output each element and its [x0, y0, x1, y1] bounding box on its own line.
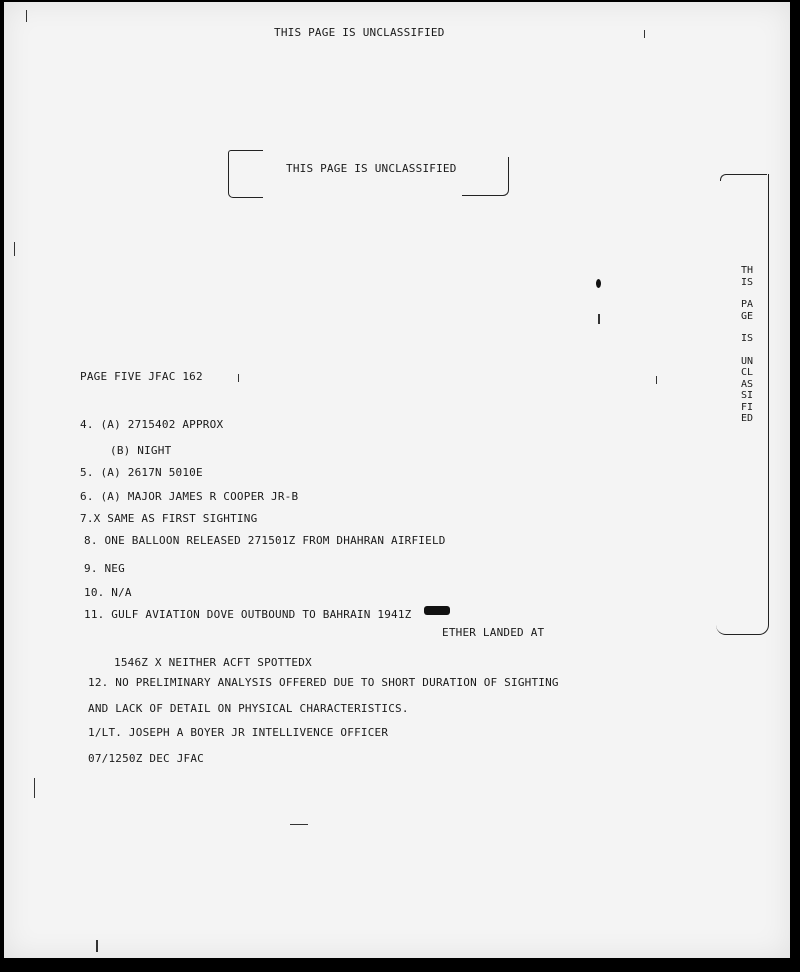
report-line: 1546Z X NEITHER ACFT SPOTTEDX	[114, 656, 312, 669]
side-stamp-word: UNCLASSIFIED	[740, 355, 754, 424]
report-line: 12. NO PRELIMINARY ANALYSIS OFFERED DUE TO SHORT DURATION OF SIGHTING	[88, 676, 559, 689]
stamp-bracket-left	[228, 150, 263, 198]
scan-speck	[290, 824, 308, 825]
report-line: 5. (A) 2617N 5010E	[80, 466, 203, 479]
scan-speck	[238, 374, 239, 382]
report-line: AND LACK OF DETAIL ON PHYSICAL CHARACTERISTICS.	[88, 702, 409, 715]
report-line: ETHER LANDED AT	[442, 626, 545, 639]
page-title: PAGE FIVE JFAC 162	[80, 370, 203, 383]
report-line: 11. GULF AVIATION DOVE OUTBOUND TO BAHRAIN 1941Z	[84, 608, 412, 621]
report-line: 10. N/A	[84, 586, 132, 599]
report-line: 07/1250Z DEC JFAC	[88, 752, 204, 765]
side-classification-stamp	[740, 242, 754, 436]
report-line: 9. NEG	[84, 562, 125, 575]
scan-speck	[656, 376, 657, 384]
page-header: THIS PAGE IS UNCLASSIFIED	[274, 26, 445, 39]
report-line: 4. (A) 2715402 APPROX	[80, 418, 224, 431]
scan-speck	[644, 30, 645, 38]
scan-speck	[14, 242, 15, 256]
side-stamp-word: PAGE	[740, 299, 754, 322]
scan-speck	[96, 940, 98, 952]
scan-speck	[26, 10, 27, 22]
report-line: (B) NIGHT	[110, 444, 172, 457]
classification-stamp: THIS PAGE IS UNCLASSIFIED	[286, 162, 457, 175]
report-line: 6. (A) MAJOR JAMES R COOPER JR-B	[80, 490, 299, 503]
scan-speck	[598, 314, 600, 324]
redaction-mark	[424, 606, 450, 615]
side-stamp-word: IS	[740, 333, 754, 344]
side-stamp-word: THIS	[740, 265, 754, 288]
report-line: 7.X SAME AS FIRST SIGHTING	[80, 512, 258, 525]
scan-blot	[596, 279, 601, 288]
document-page	[4, 2, 790, 958]
report-line: 1/LT. JOSEPH A BOYER JR INTELLIVENCE OFFICER	[88, 726, 389, 739]
scan-speck	[34, 778, 35, 798]
report-line: 8. ONE BALLOON RELEASED 271501Z FROM DHAHRAN AIRFIELD	[84, 534, 446, 547]
stamp-bracket-right	[462, 157, 509, 196]
